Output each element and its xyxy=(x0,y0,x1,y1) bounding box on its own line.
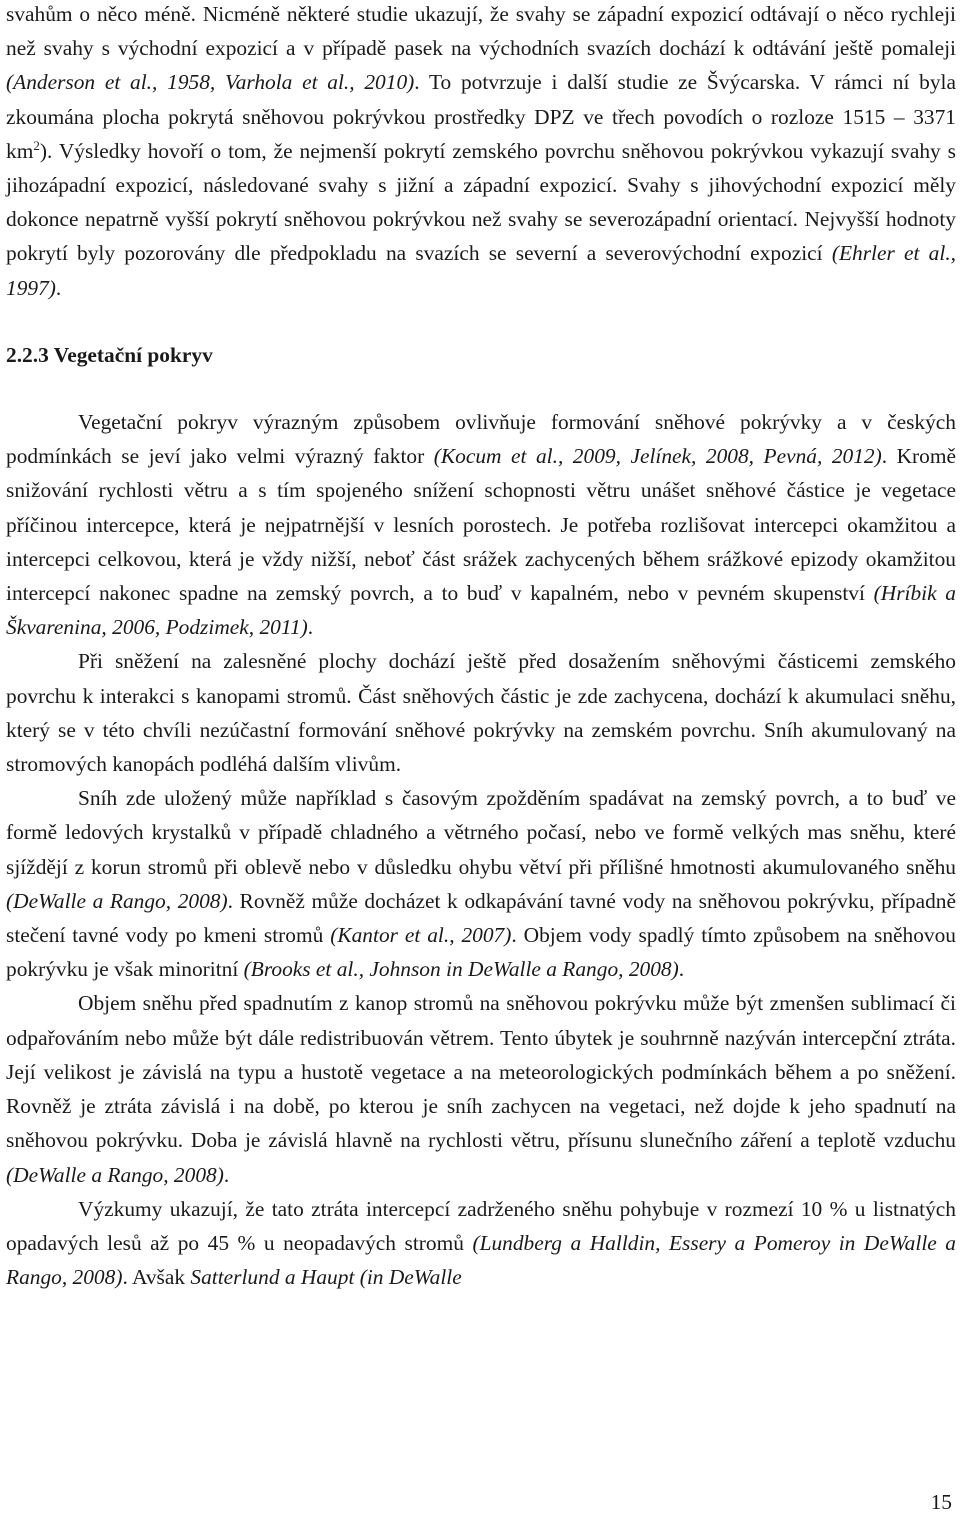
text-run: . xyxy=(223,1162,230,1187)
text-run: . Kromě snižování rychlosti větru a s tím spojeného snížení schopnosti větru unášet sněhové částice je vegetace příčinou intercepce, která je nejpatrnější v lesních porostech. Je potřeba rozlišovat intercepci okamžitou a intercepci celkovou, která je vždy nižší, neboť část srážek zachycených během srážkové epizody okamžitou intercepcí nakonec spadne na zemský povrch, a to buď v kapalném, nebo v pevném skupenství xyxy=(6,444,956,606)
citation: (Hríbik a Škvarenina, 2006, Podzimek, 2011) xyxy=(6,581,956,640)
citation: (Ehrler et al., 1997) xyxy=(6,241,957,300)
citation: (Kantor et al., 2007) xyxy=(330,923,512,948)
text-run: . Objem vody spadlý tímto způsobem na sněhovou pokrývku je však minoritní xyxy=(6,923,956,982)
paragraph-research-results xyxy=(6,1192,956,1295)
citation: (Anderson et al., 1958, Varhola et al., 2010) xyxy=(6,70,415,95)
text-run: . Rovněž může docházet k odkapávání tavné vody na sněhovou pokrývku, případně stečení tavné vody po kmeni stromů xyxy=(6,888,956,948)
citation: (Brooks et al., Johnson in DeWalle a Rango, 2008) xyxy=(243,957,679,982)
citation: (DeWalle a Rango, 2008) xyxy=(6,1162,224,1187)
section-heading-wrap xyxy=(6,338,956,372)
text-run: Při sněžení na zalesněné plochy dochází ještě před dosažením sněhovými částicemi zemského povrchu k interakci s kanopami stromů. Část sněhových částic je zde zachycena, dochází k akumulaci sněhu, který se v této chvíli nezúčastní formování sněhové pokrývky na zemském povrchu. Sníh akumulovaný na stromových kanopách podléhá dalším vlivům. xyxy=(6,649,956,777)
text-run: svahům o něco méně. Nicméně některé studie ukazují, že svahy se západní expozicí odtávají o něco rychleji než svahy s východní expozicí a v případě pasek na východních svazích dochází k odtávání ještě pomaleji xyxy=(6,2,956,61)
text-run: . xyxy=(307,615,314,640)
text-run: Objem sněhu před spadnutím z kanop stromů na sněhovou pokrývku může být zmenšen sublimací či odpařováním nebo může být dále redistribuován větrem. Tento úbytek je souhrnně nazýván intercepční ztráta. Její velikost je závislá na typu a hustotě vegetace a na meteorologických podmínkách během a po sněžení. Rovněž je ztráta závislá i na době, po kterou je sníh zachycen na vegetaci, než dojde k jeho spadnutí na sněhovou pokrývku. Doba je závislá hlavně na rychlosti větru, přísunu slunečního záření a teplotě vzduchu xyxy=(6,991,956,1153)
paragraph-vegetation-intro xyxy=(6,405,956,644)
text-run: Sníh zde uložený může například s časovým zpožděním spadávat na zemský povrch, a to buď ve formě ledových krystalků v případě chladného a větrného počasí, nebo ve formě velkých mas sněhu, které sjíždějí z korun stromů při oblevě nebo v důsledku ohybu větví při přílišné hmotnosti akumulovaného sněhu xyxy=(6,786,956,879)
text-run: ). Výsledky hovoří o tom, že nejmenší pokrytí zemského povrchu sněhovou pokrývkou vykazují svahy s jihozápadní expozicí, následované svahy s jižní a západní expozicí. Svahy s jihovýchodní expozicí měly dokonce nepatrně vyšší pokrytí sněhovou pokrývkou než svahy se severozápadní orientací. Nejvyšší hodnoty pokrytí byly pozorovány dle předpokladu na svazích se severní a severovýchodní expozicí xyxy=(6,138,956,266)
paragraph-interception-loss xyxy=(6,986,956,1191)
text-run: . xyxy=(55,275,62,300)
superscript: 2 xyxy=(33,137,40,153)
text-run: Výzkumy ukazují, že tato ztráta intercepcí zadrženého sněhu pohybuje v rozmezí 10 % u listnatých opadavých lesů až po 45 % u neopadavých stromů xyxy=(6,1196,956,1255)
text-run: . xyxy=(678,957,685,982)
section-heading: 2.2.3 Vegetační pokryv xyxy=(6,342,213,367)
document-page xyxy=(6,0,956,1294)
text-run: . Avšak xyxy=(122,1265,191,1290)
text-run: Vegetační pokryv výrazným způsobem ovlivňuje formování sněhové pokrývky a v českých podmínkách se jeví jako velmi výrazný faktor xyxy=(6,410,956,469)
paragraph-snowfall-forest xyxy=(6,644,956,781)
page-number: 15 xyxy=(930,1490,952,1514)
paragraph-snow-release xyxy=(6,781,956,986)
citation: Satterlund a Haupt (in DeWalle xyxy=(190,1265,462,1290)
citation: (Lundberg a Halldin, Essery a Pomeroy in DeWalle a Rango, 2008) xyxy=(6,1230,956,1290)
text-run: . To potvrzuje i další studie ze Švýcarska. V rámci ní byla zkoumána plocha pokrytá sněhovou pokrývkou prostředky DPZ ve třech povodích o rozloze 1515 – 3371 km xyxy=(6,70,956,163)
citation: (DeWalle a Rango, 2008) xyxy=(6,888,228,913)
continued-paragraph xyxy=(6,0,956,305)
citation: (Kocum et al., 2009, Jelínek, 2008, Pevná, 2012) xyxy=(433,444,882,469)
